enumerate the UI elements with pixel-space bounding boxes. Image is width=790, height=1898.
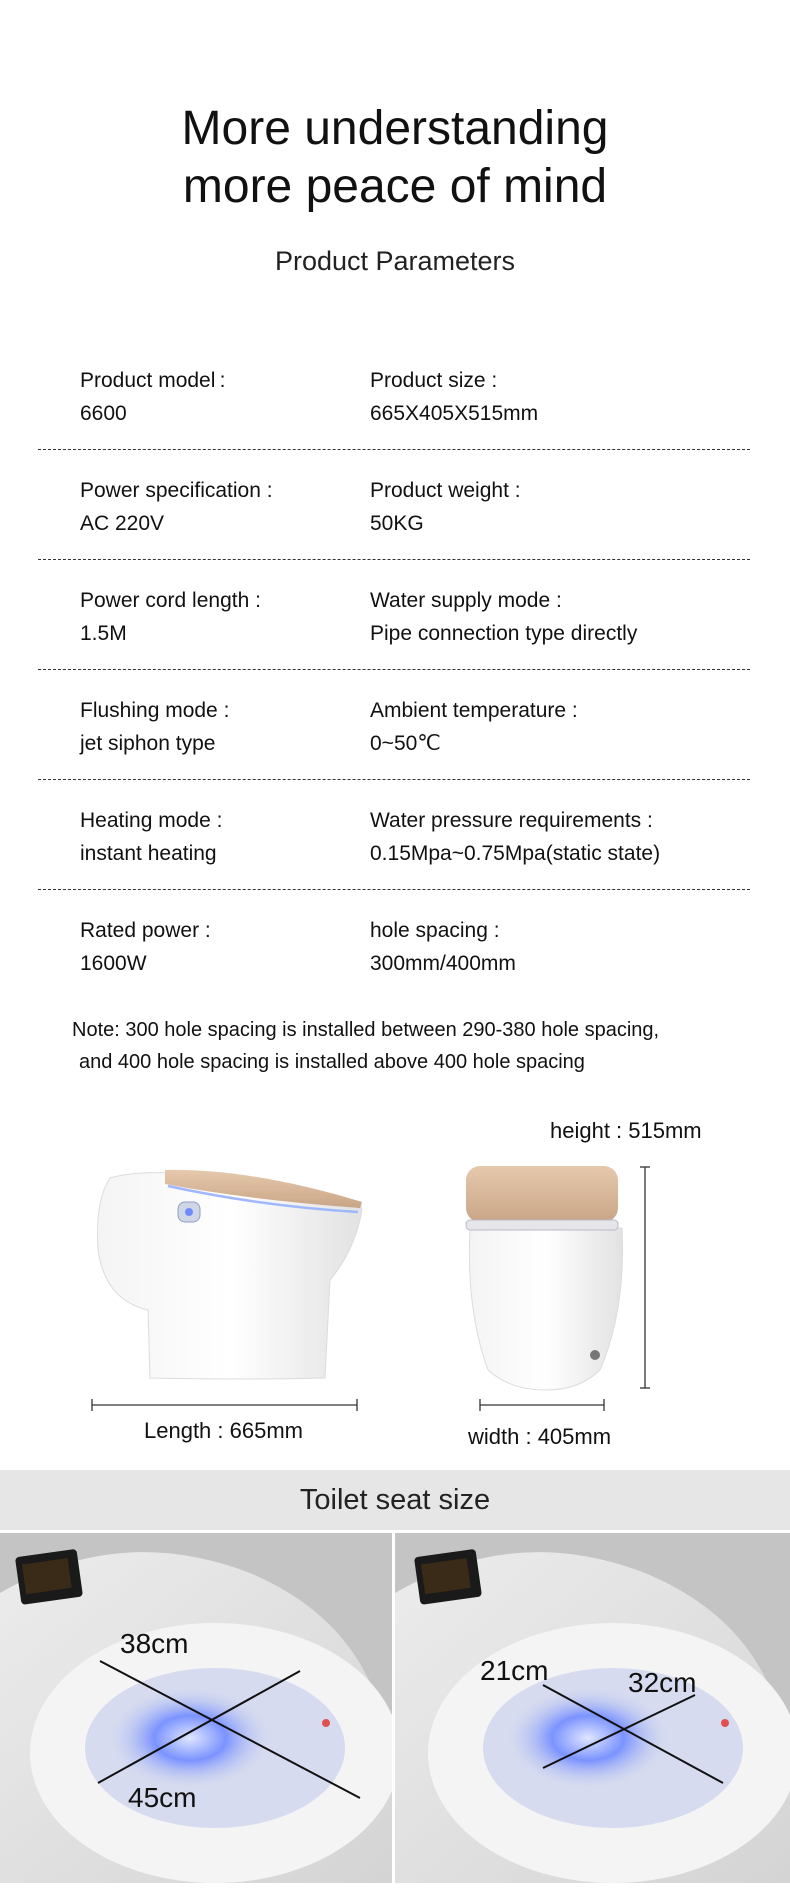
- param-label: Water pressure requirements :: [370, 809, 653, 832]
- param-value: 1.5M: [80, 622, 127, 645]
- param-label: Ambient temperature :: [370, 699, 578, 722]
- length-dimension-line: [92, 1399, 357, 1411]
- seat-photo-left: [0, 1533, 392, 1883]
- param-label: Product model :: [80, 369, 226, 392]
- note-line-1: Note: 300 hole spacing is installed between 290-380 hole spacing,: [72, 1019, 660, 1041]
- length-label: Length : 665mm: [144, 1418, 303, 1443]
- seat-length-label-right: 21cm: [480, 1655, 549, 1686]
- param-value: 300mm/400mm: [370, 952, 516, 975]
- toilet-side-view: [98, 1170, 363, 1379]
- param-value: 0~50℃: [370, 732, 441, 755]
- title-line-1: More understanding: [181, 102, 609, 155]
- param-label: Product weight :: [370, 479, 521, 502]
- param-row: [38, 780, 750, 890]
- width-label: width : 405mm: [468, 1424, 612, 1449]
- param-row: [38, 890, 750, 1000]
- param-label: Water supply mode :: [370, 589, 562, 612]
- param-value: 6600: [80, 402, 127, 425]
- note-line-2: and 400 hole spacing is installed above 400 hole spacing: [79, 1051, 585, 1073]
- parameters-table: [38, 340, 750, 1000]
- param-value: 50KG: [370, 512, 424, 535]
- height-label: height : 515mm: [550, 1118, 702, 1143]
- page-title: [0, 100, 790, 216]
- param-value: jet siphon type: [80, 732, 216, 755]
- param-value: 1600W: [80, 952, 147, 975]
- seat-width-label-left: 45cm: [128, 1782, 197, 1813]
- dimension-diagram: [0, 1140, 790, 1460]
- page-subtitle: Product Parameters: [274, 246, 516, 276]
- seat-photo-right: [395, 1533, 790, 1883]
- param-label: Product size :: [370, 369, 498, 392]
- title-line-2: more peace of mind: [182, 160, 608, 213]
- param-label: hole spacing :: [370, 919, 500, 942]
- param-row: [38, 450, 750, 560]
- width-dimension-line: [480, 1399, 604, 1411]
- param-label: Power specification :: [80, 479, 273, 502]
- param-label: Heating mode :: [80, 809, 223, 832]
- param-value: instant heating: [80, 842, 217, 865]
- param-label: Rated power :: [80, 919, 211, 942]
- param-value: AC 220V: [80, 512, 165, 535]
- param-label: Power cord length :: [80, 589, 261, 612]
- param-label: Flushing mode :: [80, 699, 230, 722]
- toilet-front-view: [466, 1166, 623, 1390]
- param-value: Pipe connection type directly: [370, 622, 638, 645]
- param-row: [38, 670, 750, 780]
- height-dimension-line: [640, 1167, 650, 1388]
- seat-length-label-left: 38cm: [120, 1628, 189, 1659]
- param-row: [38, 560, 750, 670]
- seat-size-banner: Toilet seat size: [0, 1470, 790, 1530]
- param-row: [38, 340, 750, 450]
- param-value: 0.15Mpa~0.75Mpa(static state): [370, 842, 661, 865]
- installation-note: [72, 1014, 752, 1078]
- seat-width-label-right: 32cm: [628, 1667, 697, 1698]
- param-value: 665X405X515mm: [370, 402, 539, 425]
